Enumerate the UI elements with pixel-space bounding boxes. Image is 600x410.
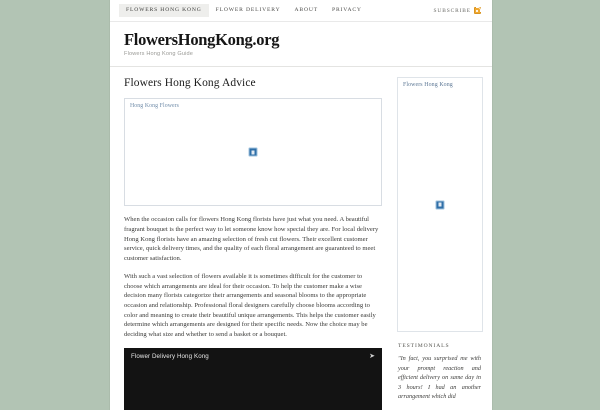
page-title: Flowers Hong Kong Advice xyxy=(124,77,256,90)
subscribe-label: SUBSCRIBE xyxy=(433,7,471,14)
site-header xyxy=(110,22,492,67)
testimonial-text: "In fact, you surprised me with your prompt reaction and efficient delivery on same day in 3 hours! I had an another arrangement which did xyxy=(398,355,481,400)
primary-nav xyxy=(119,4,369,18)
broken-image-icon xyxy=(436,200,445,209)
nav-item-flowers-hong-kong[interactable]: FLOWERS HONG KONG xyxy=(119,4,209,18)
nav-item-flower-delivery[interactable]: FLOWER DELIVERY xyxy=(215,6,281,13)
figure-caption-link[interactable]: Hong Kong Flowers xyxy=(130,103,180,110)
video-top-bar xyxy=(124,348,382,360)
sidebar-widget-title-link[interactable]: Flowers Hong Kong xyxy=(403,82,453,89)
testimonials-heading: TESTIMONIALS xyxy=(398,343,450,350)
share-arrow-icon[interactable]: ➤ xyxy=(369,352,375,361)
nav-item-about[interactable]: ABOUT xyxy=(294,6,319,13)
main-column xyxy=(119,67,391,410)
rss-icon[interactable] xyxy=(474,7,481,14)
video-player[interactable] xyxy=(124,348,382,410)
sidebar-widget-flowers xyxy=(397,77,483,332)
article-figure xyxy=(124,98,382,206)
site-title[interactable]: FlowersHongKong.org xyxy=(124,30,280,49)
subscribe-link[interactable] xyxy=(434,7,483,14)
nav-item-privacy[interactable]: PRIVACY xyxy=(332,6,362,13)
content-columns xyxy=(110,67,492,410)
broken-image-icon xyxy=(249,148,258,157)
content-container xyxy=(110,0,492,410)
top-navigation-bar xyxy=(110,0,492,22)
sidebar-column xyxy=(391,67,483,410)
article-paragraph-2: With such a vast selection of flowers available it is sometimes difficult for the customer to choose which arrangements are ideal for their occasion. To help the customer make a wise decision many florists categorize their arrangements and seasonal blooms to the appropriate occasion and relationship. Professional floral designers carefully choose blooms according to color and meaning to create their beautiful unique arrangements. This helps the customer easily determine which arrangements are designed for their specific needs. Now the choice may be deciding what size and whether to send a basket or a bouquet. xyxy=(124,273,376,338)
article-paragraph-1: When the occasion calls for flowers Hong Kong florists have just what you need. A beautiful fragrant bouquet is the perfect way to let someone know how special they are. For local delivery Hong Kong florists have an amazing selection of fresh cut flowers. Their excellent customer service, quick delivery times, and the quality of each floral arrangement are guaranteed to meet customer satisfaction. xyxy=(124,216,379,262)
video-title: Flower Delivery Hong Kong xyxy=(131,353,209,361)
site-tagline: Flowers Hong Kong Guide xyxy=(124,51,194,58)
